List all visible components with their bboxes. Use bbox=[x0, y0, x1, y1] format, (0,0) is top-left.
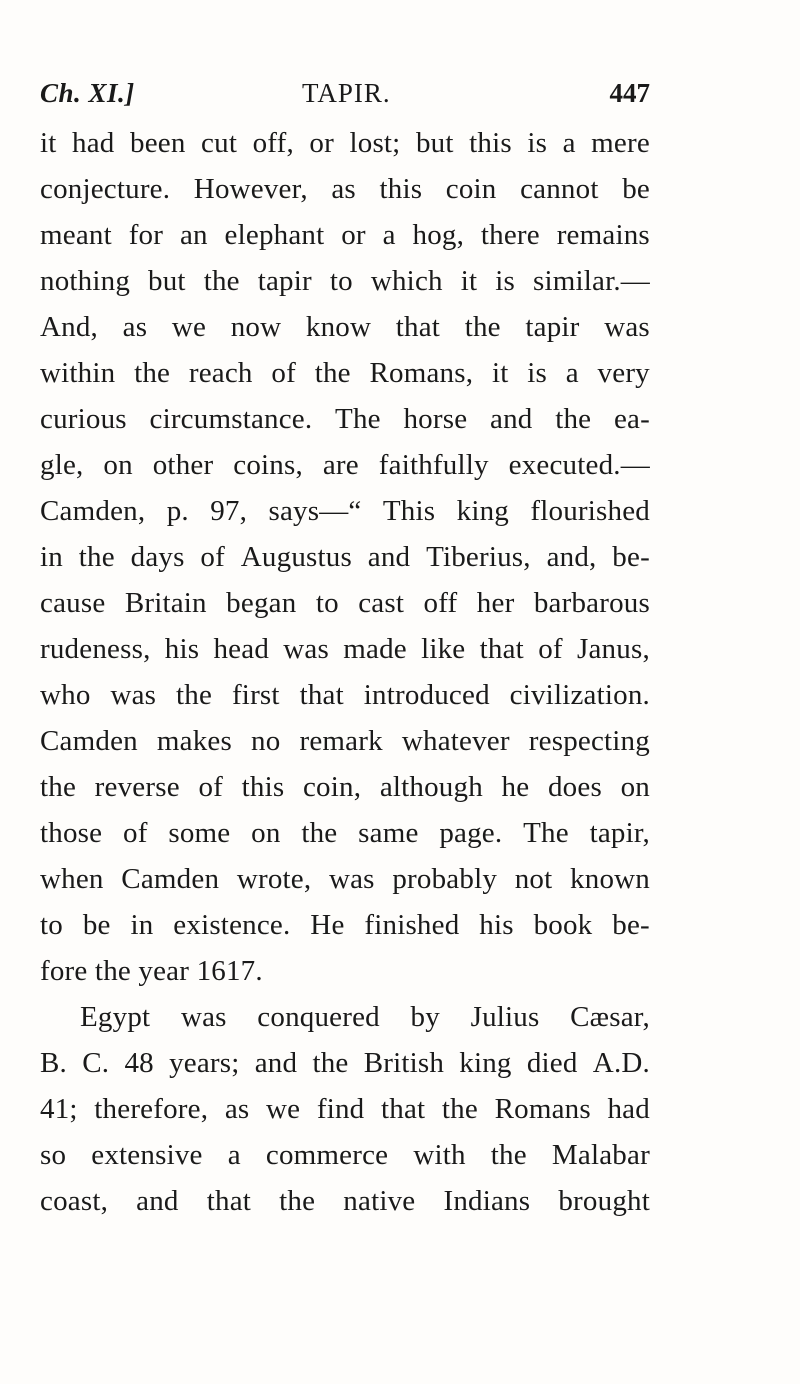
chapter-reference: Ch. XI.] bbox=[40, 78, 135, 108]
text-line: Camden, p. 97, says—“ This king flourished bbox=[40, 495, 650, 527]
text-line: when Camden wrote, was probably not known bbox=[40, 863, 650, 895]
body-text bbox=[40, 120, 650, 1224]
text-line: so extensive a commerce with the Malabar bbox=[40, 1139, 650, 1171]
text-line: the reverse of this coin, although he does on bbox=[40, 771, 650, 803]
text-line: curious circumstance. The horse and the ea- bbox=[40, 403, 650, 435]
text-line: B. C. 48 years; and the British king died A.D. bbox=[40, 1047, 650, 1079]
text-line: And, as we now know that the tapir was bbox=[40, 311, 650, 343]
text-line: cause Britain began to cast off her barbarous bbox=[40, 587, 650, 619]
text-line: it had been cut off, or lost; but this is a mere bbox=[40, 127, 650, 159]
page-number: 447 bbox=[609, 78, 650, 108]
running-head bbox=[40, 78, 650, 118]
text-line: conjecture. However, as this coin cannot be bbox=[40, 173, 650, 205]
text-line: in the days of Augustus and Tiberius, and, be- bbox=[40, 541, 650, 573]
text-line: nothing but the tapir to which it is similar.— bbox=[40, 265, 650, 297]
text-line: within the reach of the Romans, it is a very bbox=[40, 357, 650, 389]
text-line: rudeness, his head was made like that of Janus, bbox=[40, 633, 650, 665]
text-line: Egypt was conquered by Julius Cæsar, bbox=[80, 1001, 650, 1033]
text-line: fore the year 1617. bbox=[40, 955, 263, 987]
text-line: coast, and that the native Indians brought bbox=[40, 1185, 650, 1217]
text-line: 41; therefore, as we find that the Romans had bbox=[40, 1093, 650, 1125]
text-line: those of some on the same page. The tapir, bbox=[40, 817, 650, 849]
text-line: to be in existence. He finished his book be- bbox=[40, 909, 650, 941]
text-line: gle, on other coins, are faithfully executed.— bbox=[40, 449, 650, 481]
text-line: Camden makes no remark whatever respecting bbox=[40, 725, 650, 757]
running-title: TAPIR. bbox=[302, 78, 391, 108]
text-line: meant for an elephant or a hog, there remains bbox=[40, 219, 650, 251]
text-line: who was the first that introduced civilization. bbox=[40, 679, 650, 711]
